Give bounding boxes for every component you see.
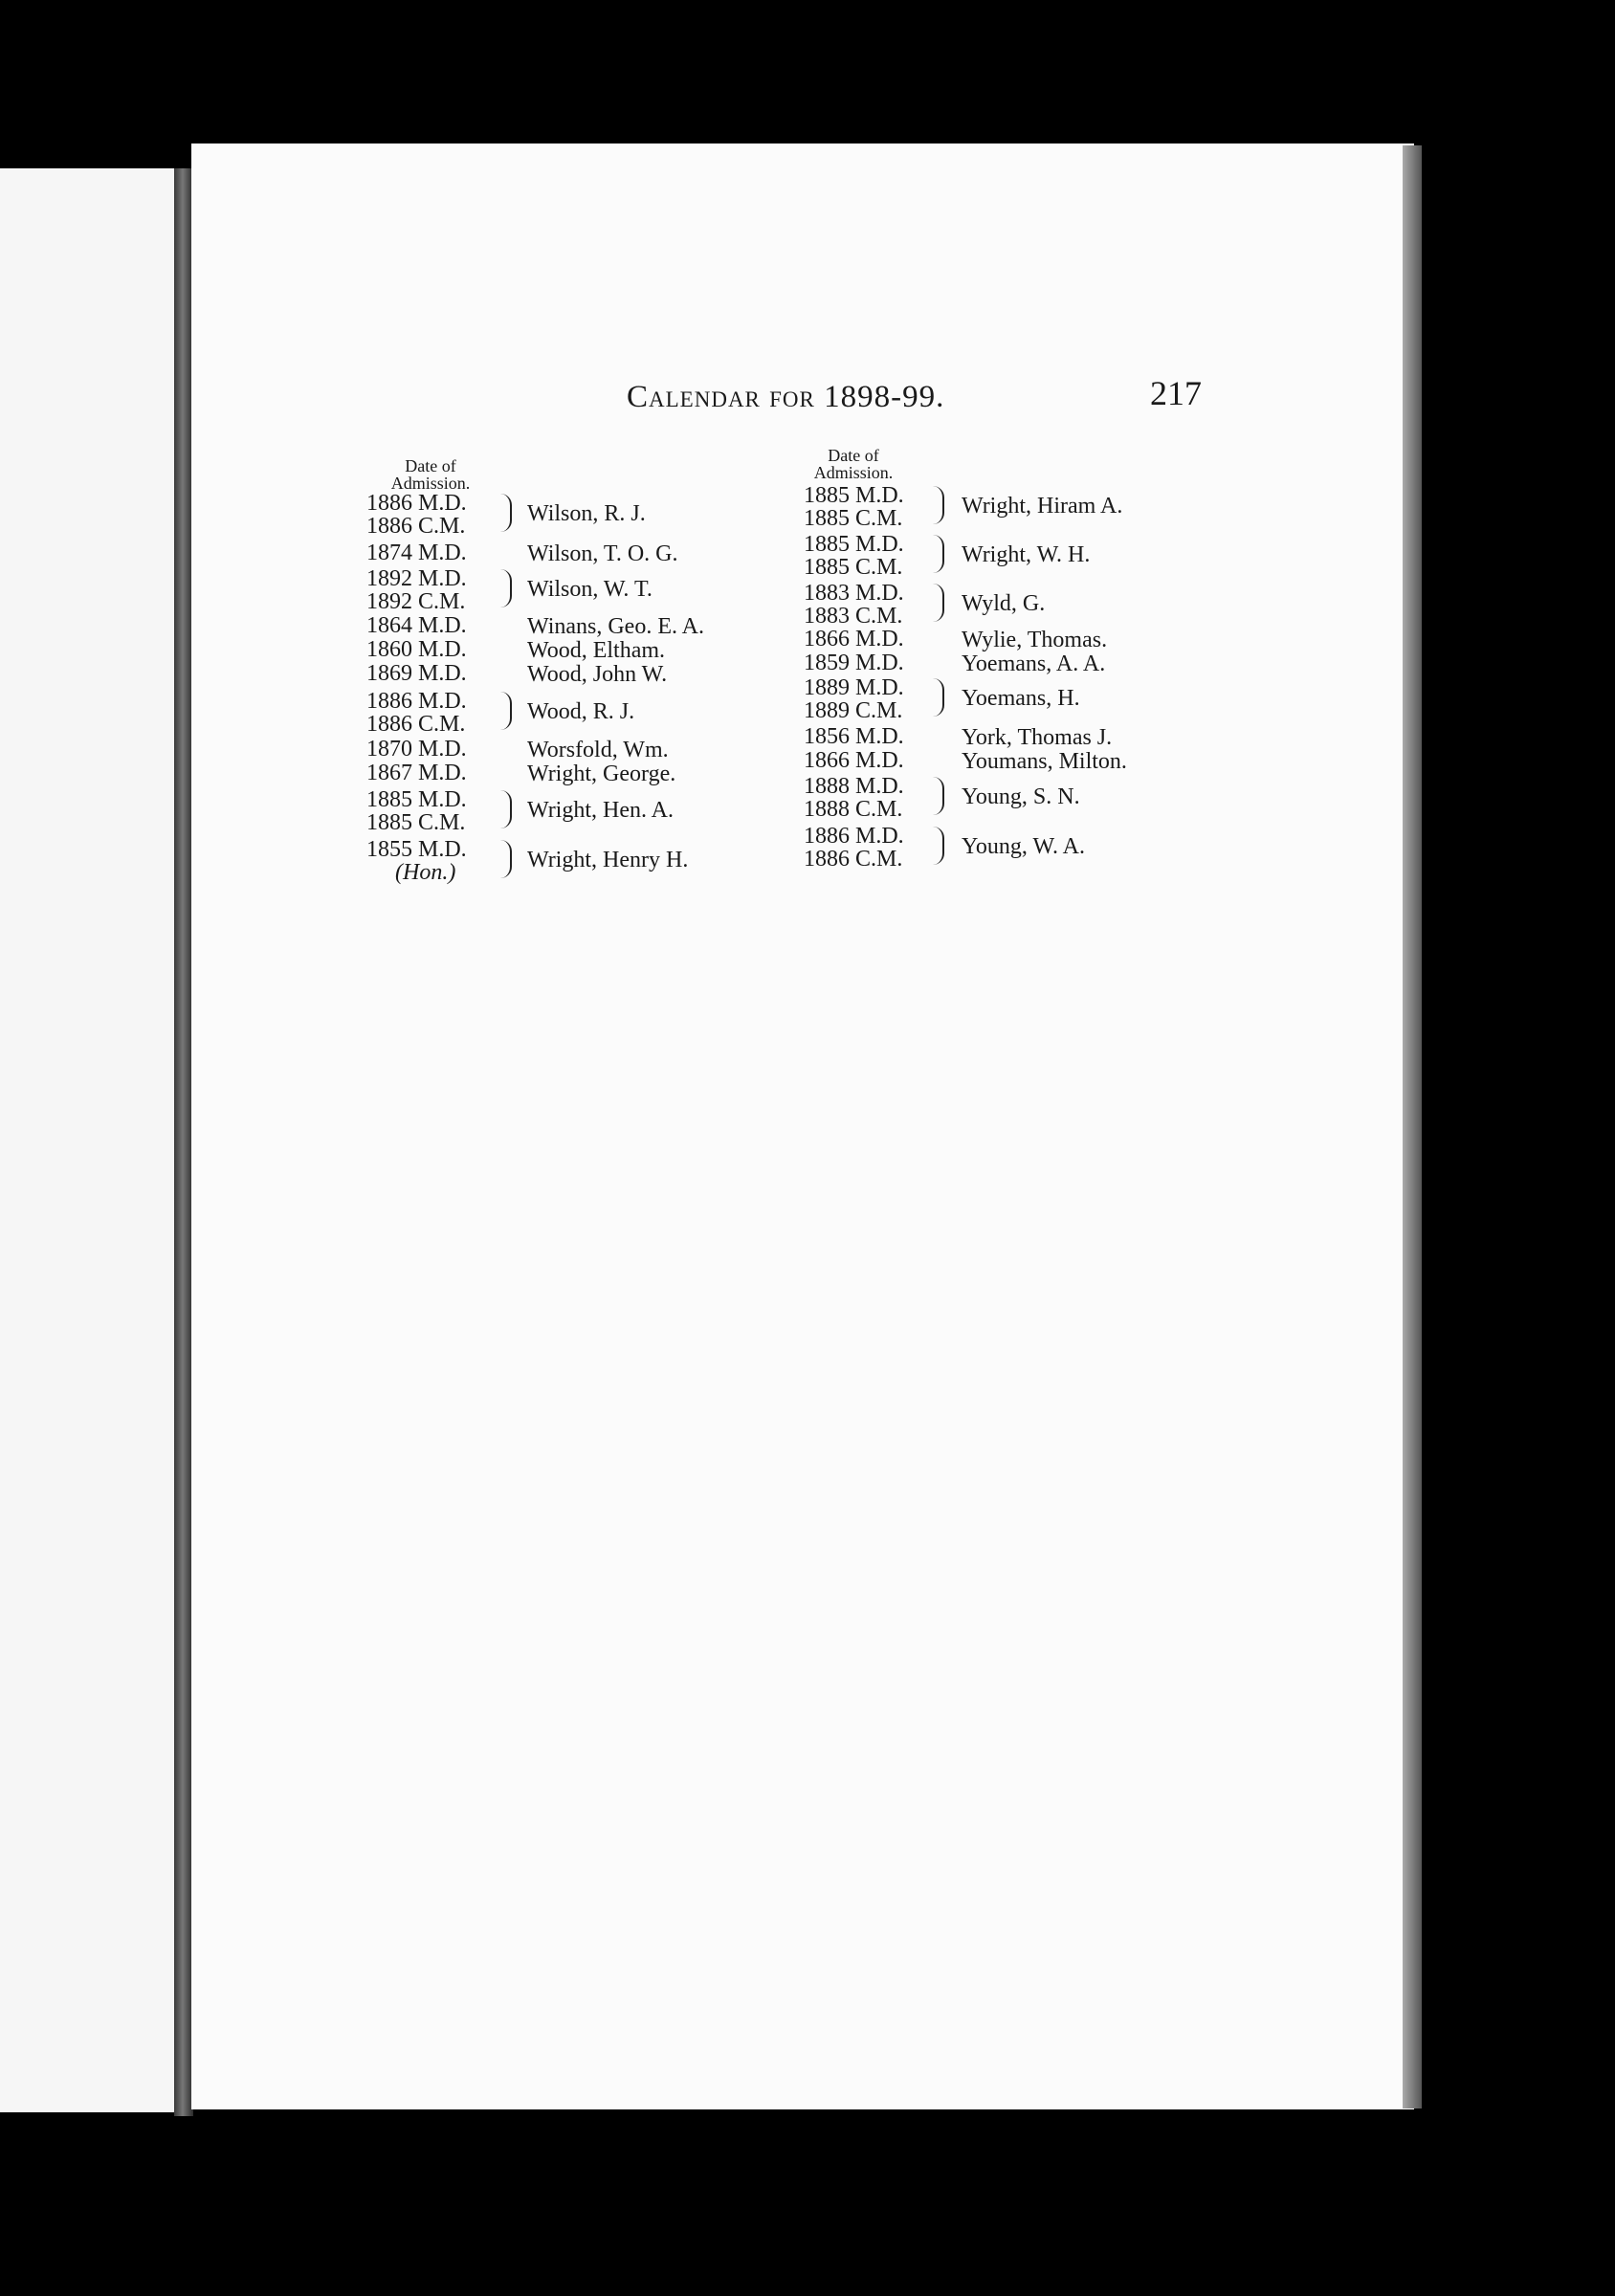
admission-date-second: 1886 C.M. bbox=[366, 712, 466, 737]
grouping-brace bbox=[500, 569, 512, 607]
grouping-brace bbox=[933, 827, 944, 865]
grouping-brace bbox=[933, 777, 944, 815]
admission-date-second: 1885 C.M. bbox=[804, 555, 903, 580]
graduate-name: Wright, W. H. bbox=[962, 542, 1091, 567]
column-label bbox=[786, 447, 920, 481]
admission-date: 1888 M.D. bbox=[804, 774, 904, 799]
graduate-name: Wylie, Thomas. bbox=[962, 628, 1108, 652]
graduate-name: York, Thomas J. bbox=[962, 725, 1113, 750]
admission-date: 1889 M.D. bbox=[804, 675, 904, 700]
admission-date: 1855 M.D. bbox=[366, 837, 467, 862]
admission-date: 1856 M.D. bbox=[804, 724, 904, 749]
column-label-line: Date of bbox=[405, 456, 456, 475]
grouping-brace bbox=[933, 486, 944, 524]
graduate-name: Winans, Geo. E. A. bbox=[527, 614, 705, 639]
admission-date: 1883 M.D. bbox=[804, 581, 904, 606]
grouping-brace bbox=[500, 692, 512, 730]
admission-date: 1886 M.D. bbox=[366, 491, 467, 516]
graduate-name: Wood, Eltham. bbox=[527, 638, 666, 663]
admission-date: 1870 M.D. bbox=[366, 737, 467, 762]
graduate-name: Wright, George. bbox=[527, 762, 676, 786]
admission-date-second: 1892 C.M. bbox=[366, 589, 466, 614]
admission-date: 1885 M.D. bbox=[804, 532, 904, 557]
graduate-name: Wright, Henry H. bbox=[527, 848, 689, 872]
admission-date: 1885 M.D. bbox=[804, 483, 904, 508]
running-head: Calendar for 1898-99. bbox=[627, 380, 945, 414]
admission-date: 1885 M.D. bbox=[366, 787, 467, 812]
graduate-name: Youmans, Milton. bbox=[962, 749, 1127, 774]
graduate-name: Wilson, T. O. G. bbox=[527, 541, 678, 566]
graduate-name: Wyld, G. bbox=[962, 591, 1046, 616]
grouping-brace bbox=[500, 790, 512, 828]
admission-date: 1886 M.D. bbox=[804, 824, 904, 849]
admission-date-second: (Hon.) bbox=[395, 860, 456, 885]
admission-date: 1860 M.D. bbox=[366, 637, 467, 662]
book-page bbox=[191, 144, 1414, 2109]
column-label-line: Admission. bbox=[390, 474, 471, 493]
grouping-brace bbox=[500, 840, 512, 878]
graduate-name: Wood, John W. bbox=[527, 662, 668, 687]
admission-date: 1892 M.D. bbox=[366, 566, 467, 591]
graduate-name: Wright, Hiram A. bbox=[962, 494, 1123, 519]
admission-date: 1864 M.D. bbox=[366, 613, 467, 638]
page-edge-shadow bbox=[1403, 145, 1422, 2108]
graduate-name: Wilson, W. T. bbox=[527, 577, 653, 602]
graduate-name: Young, S. N. bbox=[962, 784, 1080, 809]
column-label-line: Date of bbox=[828, 446, 879, 465]
graduate-name: Worsfold, Wm. bbox=[527, 738, 669, 762]
admission-date-second: 1888 C.M. bbox=[804, 797, 903, 822]
grouping-brace bbox=[500, 494, 512, 532]
graduate-name: Yoemans, H. bbox=[962, 686, 1080, 711]
admission-date: 1866 M.D. bbox=[804, 748, 904, 773]
graduate-name: Wright, Hen. A. bbox=[527, 798, 675, 823]
admission-date-second: 1889 C.M. bbox=[804, 698, 903, 723]
admission-date-second: 1883 C.M. bbox=[804, 604, 903, 629]
column-label-line: Admission. bbox=[813, 463, 894, 482]
admission-date: 1886 M.D. bbox=[366, 689, 467, 714]
grouping-brace bbox=[933, 678, 944, 717]
graduate-name: Yoemans, A. A. bbox=[962, 651, 1106, 676]
admission-date-second: 1886 C.M. bbox=[804, 847, 903, 872]
grouping-brace bbox=[933, 535, 944, 573]
grouping-brace bbox=[933, 584, 944, 622]
admission-date: 1869 M.D. bbox=[366, 661, 467, 686]
admission-date: 1867 M.D. bbox=[366, 761, 467, 785]
page-number: 217 bbox=[1150, 374, 1202, 412]
admission-date-second: 1886 C.M. bbox=[366, 514, 466, 539]
admission-date-second: 1885 C.M. bbox=[366, 810, 466, 835]
graduate-name: Wilson, R. J. bbox=[527, 501, 646, 526]
admission-date: 1859 M.D. bbox=[804, 651, 904, 675]
graduate-name: Wood, R. J. bbox=[527, 699, 635, 724]
admission-date: 1866 M.D. bbox=[804, 627, 904, 651]
admission-date-second: 1885 C.M. bbox=[804, 506, 903, 531]
facing-page-edge bbox=[0, 168, 180, 2112]
column-label bbox=[364, 457, 498, 492]
admission-date: 1874 M.D. bbox=[366, 541, 467, 565]
book-gutter bbox=[174, 168, 193, 2116]
graduate-name: Young, W. A. bbox=[962, 834, 1085, 859]
